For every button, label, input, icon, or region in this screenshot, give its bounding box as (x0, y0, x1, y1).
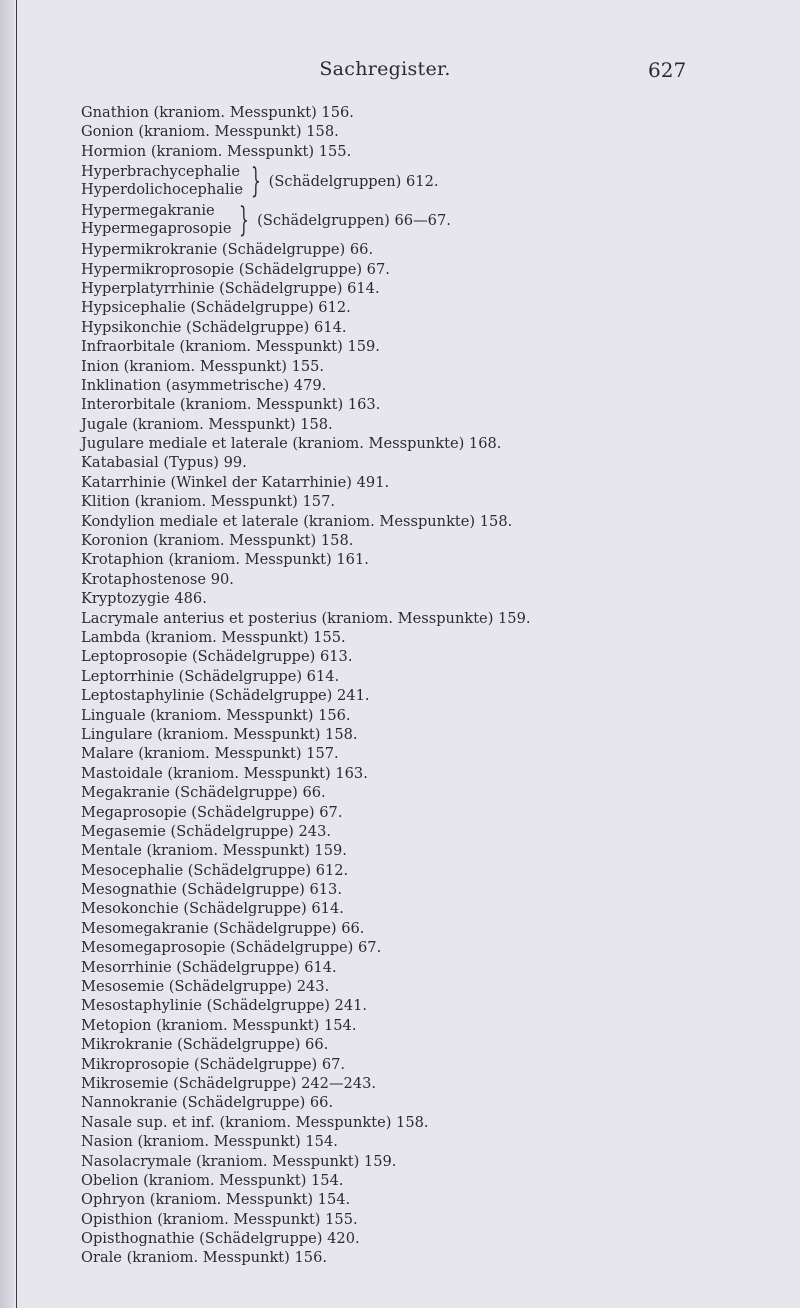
index-entry: Jugale (kraniom. Messpunkt) 158. (81, 415, 333, 433)
index-entry: Mesognathie (Schädelgruppe) 613. (81, 881, 342, 899)
index-entry: Mentale (kraniom. Messpunkt) 159. (81, 842, 347, 860)
index-entry: Gonion (kraniom. Messpunkt) 158. (81, 123, 339, 141)
book-spine-shadow (0, 0, 14, 1308)
index-entry: Nasion (kraniom. Messpunkt) 154. (81, 1133, 338, 1151)
index-entry: Hypsicephalie (Schädelgruppe) 612. (81, 299, 351, 317)
index-entry: Katabasial (Typus) 99. (81, 454, 247, 472)
index-entry: Inion (kraniom. Messpunkt) 155. (81, 357, 325, 375)
index-entry: Lambda (kraniom. Messpunkt) 155. (81, 628, 346, 646)
index-entry: Leptostaphylinie (Schädelgruppe) 241. (81, 687, 370, 705)
index-entry: Katarrhinie (Winkel der Katarrhinie) 491. (81, 473, 390, 491)
index-entry: Interorbitale (kraniom. Messpunkt) 163. (81, 396, 381, 414)
index-entry: Obelion (kraniom. Messpunkt) 154. (81, 1171, 344, 1189)
index-entry: Hormion (kraniom. Messpunkt) 155. (81, 142, 352, 160)
index-entry: Opisthion (kraniom. Messpunkt) 155. (81, 1210, 358, 1228)
braced-term: Hypermegakranie (81, 202, 215, 220)
index-entry: Gnathion (kraniom. Messpunkt) 156. (81, 104, 354, 121)
index-entries (81, 103, 781, 1268)
curly-brace-glyph: } (239, 200, 250, 241)
index-entry: Nannokranie (Schädelgruppe) 66. (81, 1094, 334, 1112)
braced-term: Hyperdolichocephalie (81, 181, 243, 199)
index-entry: Klition (kraniom. Messpunkt) 157. (81, 493, 336, 511)
index-entry: Krotaphion (kraniom. Messpunkt) 161. (81, 551, 369, 569)
index-entry: Ophryon (kraniom. Messpunkt) 154. (81, 1191, 351, 1209)
index-entry: Hypsikonchie (Schädelgruppe) 614. (81, 318, 347, 336)
index-entry: Megakranie (Schädelgruppe) 66. (81, 784, 326, 802)
index-entry: Mesosemie (Schädelgruppe) 243. (81, 978, 330, 996)
index-entry: Mikrosemie (Schädelgruppe) 242—243. (81, 1074, 377, 1092)
index-entry: Orale (kraniom. Messpunkt) 156. (81, 1249, 327, 1267)
index-entry: Malare (kraniom. Messpunkt) 157. (81, 745, 339, 763)
index-entry: Mesorrhinie (Schädelgruppe) 614. (81, 958, 337, 976)
index-entry: Koronion (kraniom. Messpunkt) 158. (81, 532, 354, 550)
index-entry: Metopion (kraniom. Messpunkt) 154. (81, 1016, 357, 1034)
page-header (0, 58, 800, 82)
index-entry: Leptoprosopie (Schädelgruppe) 613. (81, 648, 353, 666)
index-entry: Mesomegakranie (Schädelgruppe) 66. (81, 919, 365, 937)
index-entry: Inklination (asymmetrische) 479. (81, 376, 327, 394)
index-entry: Kondylion mediale et laterale (kraniom. Messpunkte) 158. (81, 512, 513, 530)
index-entry: Mastoidale (kraniom. Messpunkt) 163. (81, 764, 368, 782)
index-entry: Megaprosopie (Schädelgruppe) 67. (81, 803, 343, 821)
braced-index-entry (81, 162, 781, 200)
index-entry: Mesomegaprosopie (Schädelgruppe) 67. (81, 939, 382, 957)
braced-reference: (Schädelgruppen) 612. (268, 172, 439, 190)
braced-term: Hyperbrachycephalie (81, 163, 240, 181)
index-entry: Lacrymale anterius et posterius (kraniom. Messpunkte) 159. (81, 609, 531, 627)
curly-brace-glyph: } (250, 161, 261, 202)
index-entry: Kryptozygie 486. (81, 590, 207, 608)
index-entry: Mesokonchie (Schädelgruppe) 614. (81, 900, 344, 918)
braced-index-entry (81, 201, 781, 239)
index-entry: Mesostaphylinie (Schädelgruppe) 241. (81, 997, 368, 1015)
index-entry: Leptorrhinie (Schädelgruppe) 614. (81, 667, 340, 685)
gutter-line (16, 0, 17, 1308)
index-entry: Krotaphostenose 90. (81, 570, 234, 588)
braced-reference: (Schädelgruppen) 66—67. (257, 211, 451, 229)
index-entry: Nasolacrymale (kraniom. Messpunkt) 159. (81, 1152, 397, 1170)
index-entry: Linguale (kraniom. Messpunkt) 156. (81, 706, 351, 724)
index-entry: Mesocephalie (Schädelgruppe) 612. (81, 861, 349, 879)
index-entry: Megasemie (Schädelgruppe) 243. (81, 822, 332, 840)
index-entry: Hypermikrokranie (Schädelgruppe) 66. (81, 241, 374, 259)
index-entry: Opisthognathie (Schädelgruppe) 420. (81, 1230, 360, 1248)
index-entry: Mikroprosopie (Schädelgruppe) 67. (81, 1055, 346, 1073)
index-entry: Hyperplatyrrhinie (Schädelgruppe) 614. (81, 279, 380, 297)
index-entry: Infraorbitale (kraniom. Messpunkt) 159. (81, 338, 380, 356)
index-entry: Lingulare (kraniom. Messpunkt) 158. (81, 725, 358, 743)
index-entry: Hypermikroprosopie (Schädelgruppe) 67. (81, 260, 390, 278)
page-number: 627 (648, 58, 687, 82)
index-entry: Jugulare mediale et laterale (kraniom. Messpunkte) 168. (81, 435, 502, 453)
index-entry: Mikrokranie (Schädelgruppe) 66. (81, 1036, 329, 1054)
index-entry-list (81, 240, 781, 1268)
index-entry: Nasale sup. et inf. (kraniom. Messpunkte) 158. (81, 1113, 429, 1131)
running-title: Sachregister. (319, 58, 451, 80)
braced-term: Hypermegaprosopie (81, 220, 232, 238)
